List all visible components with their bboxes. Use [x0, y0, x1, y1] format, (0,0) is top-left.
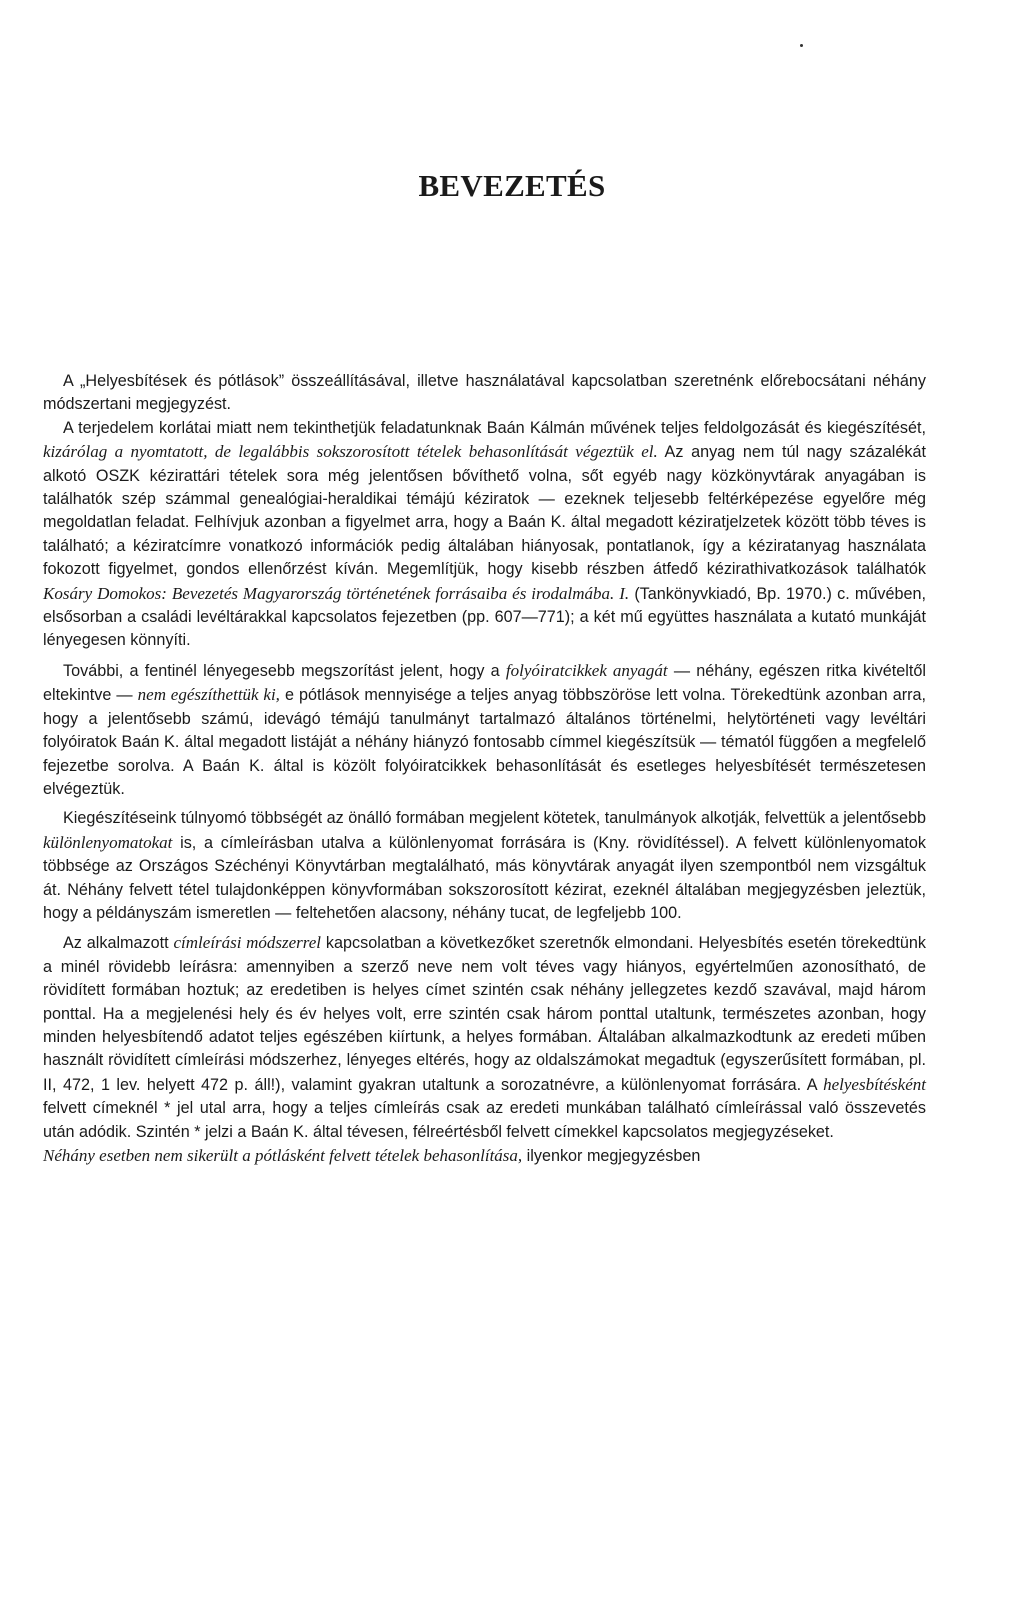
text-run: kapcsolatban a következőket szeretnők elmondani. Helyesbítés esetén törekedtünk a minél rövidebb leírásra: amennyiben a szerző neve nem volt téves vagy hiányos, egyértelműen azonosítható, de rövidített formában hoztuk; az eredetiben is helyes címet szintén csak néhány jellegzetes kezdő szavával, majd három ponttal. Ha a megjelenési hely és év helyes volt, erre szintén csak három ponttal utaltunk, természetes azonban, hogy minden helyesbítendő adatot teljes egészében kiírtunk, a helyes formában. Általában alkalmazkodtunk az eredeti műben használt rövidített címleírási módszerhez, lényeges eltérés, hogy az oldalszámokat megadtuk (egyszerűsített formában, pl. II, 472, 1 lev. helyett 472 p. áll!), valamint gyakran utaltunk a sorozatnévre, a különlenyomat forrására. A	[43, 934, 926, 1094]
text-run: is, a címleírásban utalva a különlenyomat forrására is (Kny. rövidítéssel). A felvett különlenyomatok többsége az Országos Széchényi Könyvtárban megtalálható, más könyvtárak anyagát ilyen szempontból nem vizsgáltuk át. Néhány felvett tétel tulajdonképpen könyvformában sokszorosított kézirat, ezeknél általában megjegyzésben jeleztük, hogy a példányszám ismeretlen — feltehetően alacsony, néhány tucat, de legfeljebb 100.	[43, 833, 926, 922]
page-title: BEVEZETÉS	[418, 168, 606, 203]
text-run: ilyenkor megjegyzésben	[522, 1147, 701, 1165]
italic-text: kizárólag a nyomtatott, de legalábbis sokszorosított tételek behasonlítását végeztük el.	[43, 442, 658, 462]
text-run: felvett címeknél * jel utal arra, hogy a teljes címleírás csak az eredeti munkában található címleírással való összevetés után adódik. Szintén * jelzi a Baán K. által tévesen, félreértésből felvett címekkel kapcsolatos megjegyzéseket.	[43, 1099, 926, 1141]
italic-text: Néhány esetben nem sikerült a pótlásként felvett tételek behasonlítása,	[43, 1146, 523, 1165]
italic-text: címleírási módszerrel	[173, 933, 322, 953]
paragraph	[43, 807, 926, 925]
paragraph	[43, 931, 926, 1144]
italic-text: különlenyomatokat	[43, 832, 173, 852]
italic-text: folyóiratcikkek anyagát	[505, 660, 668, 680]
text-run: A „Helyesbítések és pótlások” összeállításával, illetve használatával kapcsolatban szeretnénk előrebocsátani néhány módszertani megjegyzést.	[43, 372, 926, 414]
paragraph	[43, 370, 926, 417]
text-run: Kiegészítéseink túlnyomó többségét az önálló formában megjelent kötetek, tanulmányok alkotják, felvettük a jelentősebb	[63, 809, 926, 828]
text-run: A terjedelem korlátai miatt nem tekinthetjük feladatunknak Baán Kálmán művének teljes feldolgozását és kiegészítését,	[63, 418, 926, 437]
paragraph	[43, 659, 926, 801]
paragraph	[43, 417, 926, 653]
print-speck	[800, 44, 803, 47]
text-run: e pótlások mennyisége a teljes anyag többszöröse lett volna. Törekedtünk azonban arra, hogy a jelentősebb számú, idevágó témájú tanulmányt tartalmazó általános történelmi, helytörténeti vagy levéltári folyóiratok Baán K. által megadott listáját a néhány hiányzó fontosabb címmel kiegészítsük — tématól függően a megfelelő fejezetbe sorolva. A Baán K. által is közölt folyóiratcikkek behasonlítását és esetleges helyesbítését természetesen elvégeztük.	[43, 686, 926, 798]
paragraph	[43, 1144, 926, 1168]
italic-text: helyesbítésként	[823, 1074, 926, 1094]
body-text	[43, 370, 926, 1168]
text-run: Az alkalmazott	[63, 934, 174, 953]
text-run: (Tankönyvkiadó, Bp. 1970.) c. művében, elsősorban a családi levéltárakkal kapcsolatos fejezetben (pp. 607—771); a két mű együttes használata a kutató munkáját lényegesen könnyíti.	[43, 584, 926, 650]
text-run: Az anyag nem túl nagy százalékát alkotó OSZK kézirattári tételek sora még jelentősen bővíthető volna, sőt egyéb nagy közkönyvtárak anyagában is találhatók szép számmal genealógiai-heraldikai témájú kéziratok — ezeknek teljesebb feltérképezése egyelőre még megoldatlan feladat. Felhívjuk azonban a figyelmet arra, hogy a Baán K. által megadott kéziratjelzetek között több téves is található; a kéziratcímre vonatkozó információk pedig általában hiányosak, pontatlanok, így a kéziratanyag használata fokozott figyelmet, gondos ellenőrzést kíván. Megemlítjük, hogy kisebb részben átfedő kézirathivatkozások találhatók	[43, 443, 926, 579]
text-run: — néhány, egészen ritka kivételtől eltekintve —	[43, 661, 926, 705]
italic-text: Kosáry Domokos: Bevezetés Magyarország történetének forrásaiba és irodalmába. I.	[43, 583, 630, 603]
text-run: További, a fentinél lényegesebb megszorítást jelent, hogy a	[63, 661, 506, 680]
italic-text: nem egészíthettük ki,	[137, 685, 280, 705]
